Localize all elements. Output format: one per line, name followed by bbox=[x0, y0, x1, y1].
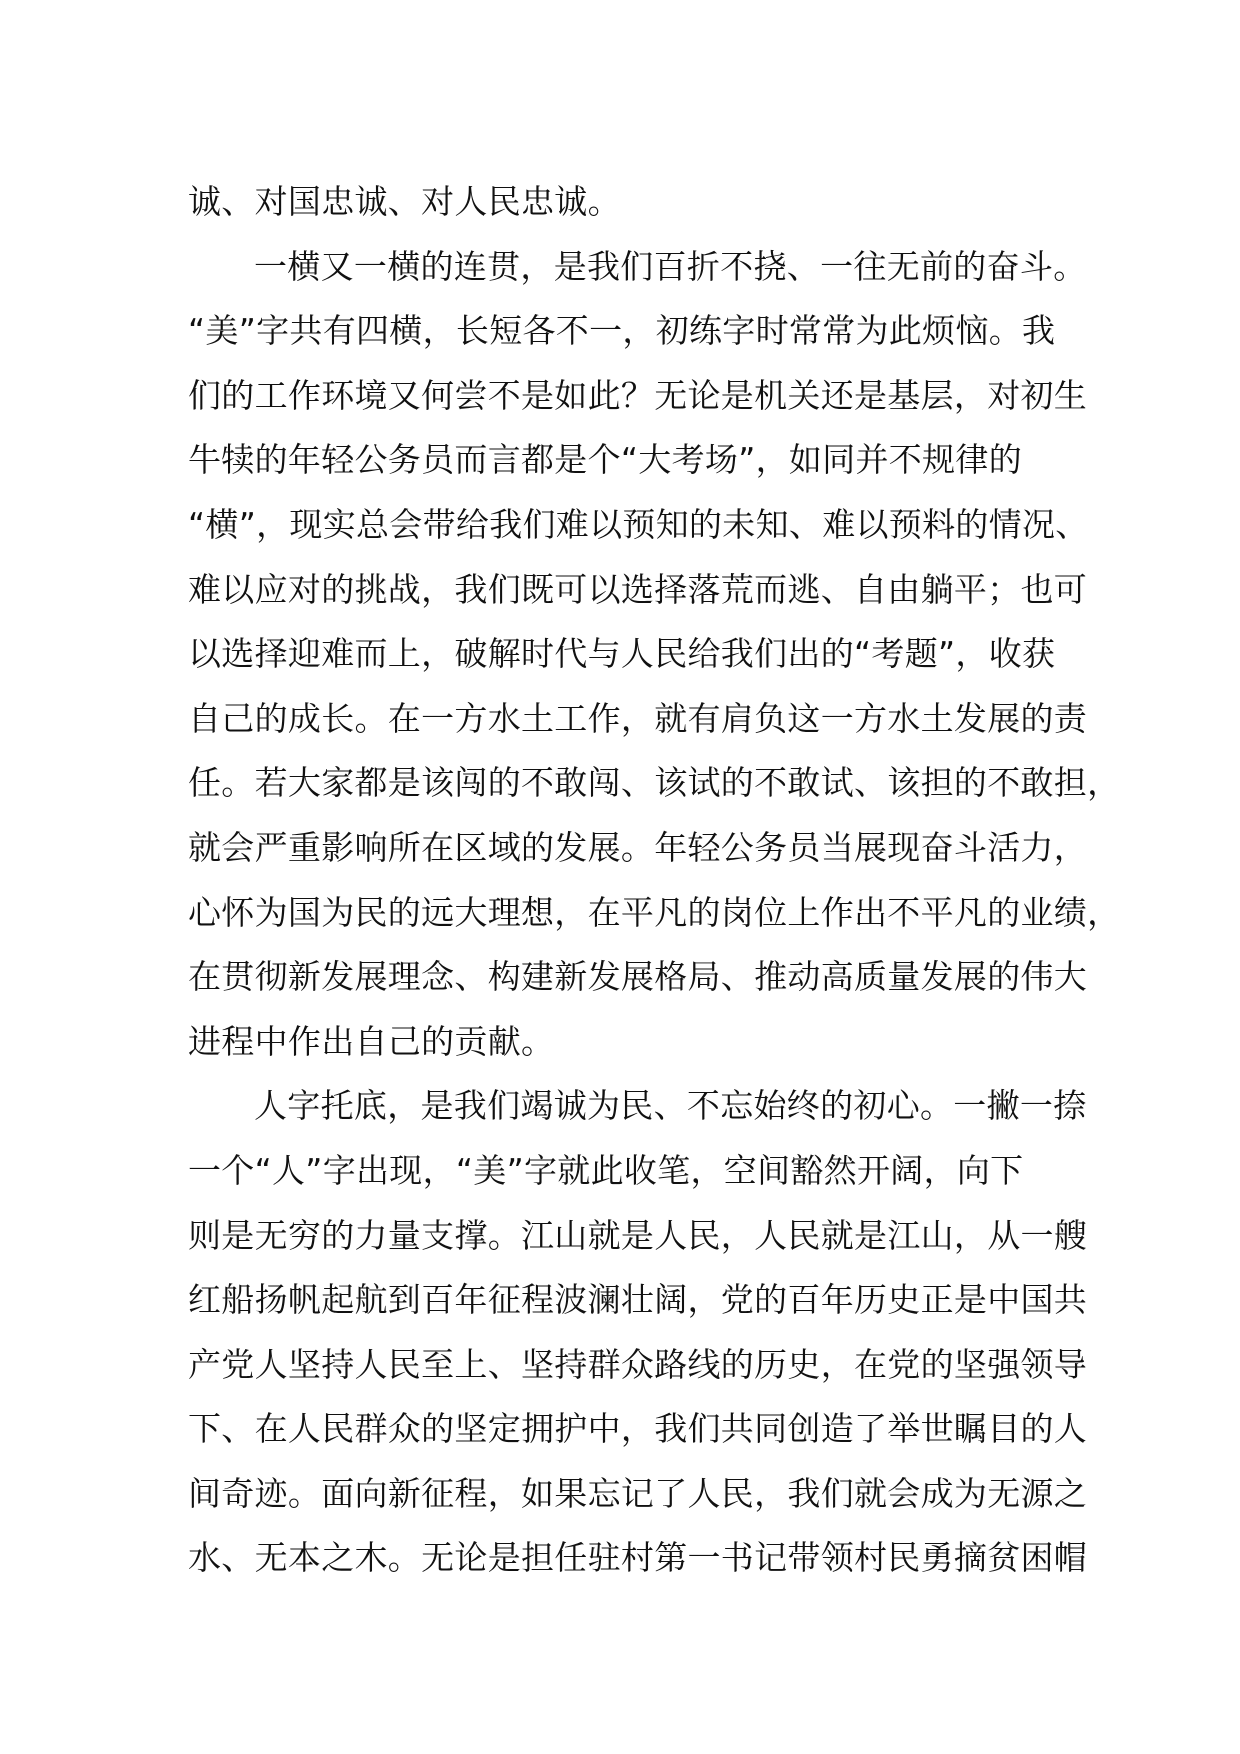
text-line: 一个“人”字出现，“美”字就此收笔，空间豁然开阔，向下 bbox=[188, 1150, 1024, 1190]
text-line: 诚、对国忠诚、对人民忠诚。 bbox=[188, 182, 621, 221]
text-line: 在贯彻新发展理念、构建新发展格局、推动高质量发展的伟大 bbox=[188, 957, 1088, 997]
text-line: 则是无穷的力量支撑。江山就是人民，人民就是江山，从一艘 bbox=[188, 1215, 1088, 1255]
text-line: 水、无本之木。无论是担任驻村第一书记带领村民勇摘贫困帽 bbox=[188, 1538, 1088, 1578]
text-line: “横”，现实总会带给我们难以预知的未知、难以预料的情况、 bbox=[188, 504, 1089, 544]
text-line: 间奇迹。面向新征程，如果忘记了人民，我们就会成为无源之 bbox=[188, 1473, 1088, 1513]
paragraph-first-line: 一横又一横的连贯，是我们百折不挠、一往无前的奋斗。 bbox=[254, 246, 1087, 286]
text-line: 进程中作出自己的贡献。 bbox=[188, 1021, 555, 1061]
text-line: 心怀为国为民的远大理想，在平凡的岗位上作出不平凡的业绩， bbox=[188, 892, 1121, 932]
body-text bbox=[188, 170, 1121, 1591]
text-line: 牛犊的年轻公务员而言都是个“大考场”，如同并不规律的 bbox=[188, 440, 1022, 480]
text-line: 自己的成长。在一方水土工作，就有肩负这一方水土发展的责 bbox=[188, 698, 1088, 738]
text-line: 下、在人民群众的坚定拥护中，我们共同创造了举世瞩目的人 bbox=[188, 1409, 1088, 1449]
text-line: 难以应对的挑战，我们既可以选择落荒而逃、自由躺平；也可 bbox=[188, 569, 1088, 609]
text-line: “美”字共有四横，长短各不一，初练字时常常为此烦恼。我 bbox=[188, 311, 1056, 351]
text-line: 红船扬帆起航到百年征程波澜壮阔，党的百年历史正是中国共 bbox=[188, 1280, 1088, 1320]
text-line: 任。若大家都是该闯的不敢闯、该试的不敢试、该担的不敢担， bbox=[188, 763, 1121, 803]
text-line: 以选择迎难而上，破解时代与人民给我们出的“考题”，收获 bbox=[188, 634, 1056, 674]
text-line: 就会严重影响所在区域的发展。年轻公务员当展现奋斗活力， bbox=[188, 827, 1088, 867]
paragraph-first-line: 人字托底，是我们竭诚为民、不忘始终的初心。一撇一捺 bbox=[254, 1086, 1087, 1126]
text-line: 们的工作环境又何尝不是如此？无论是机关还是基层，对初生 bbox=[188, 375, 1088, 415]
text-line: 产党人坚持人民至上、坚持群众路线的历史，在党的坚强领导 bbox=[188, 1344, 1088, 1384]
